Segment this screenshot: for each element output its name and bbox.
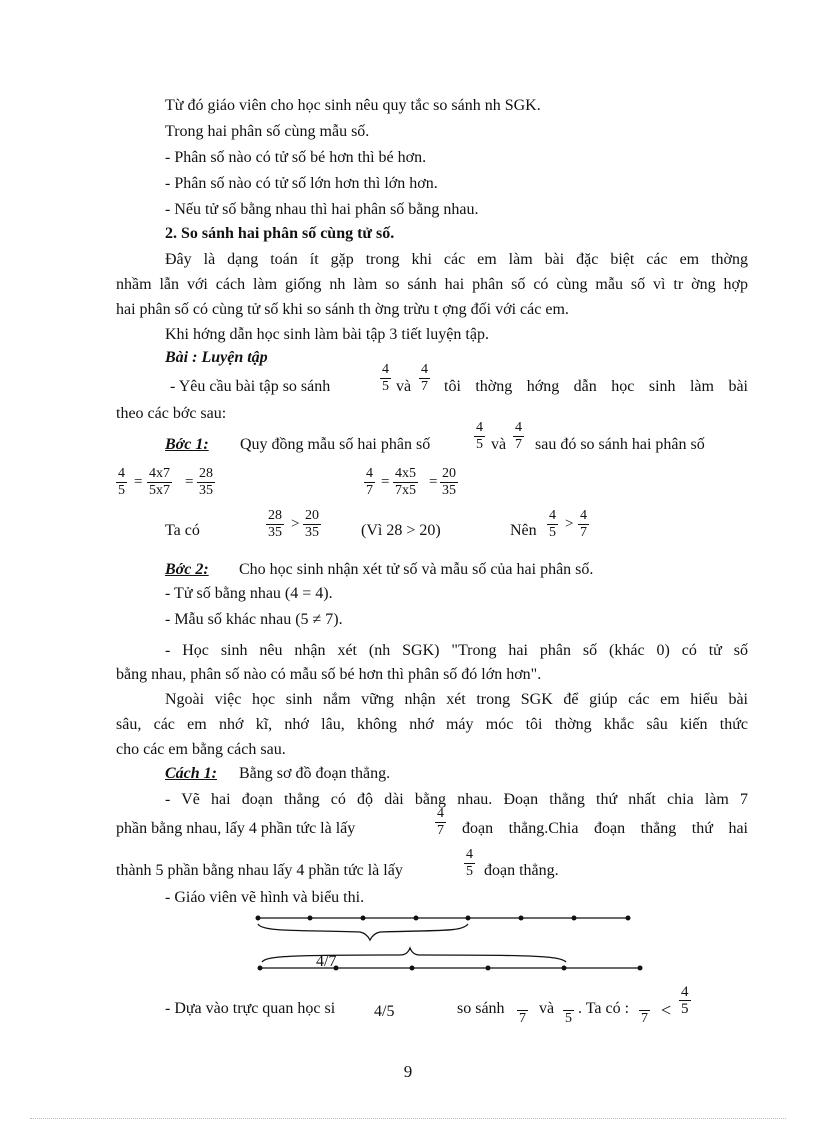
fraction: 4x5 7x5 (395, 466, 416, 498)
text-line: - Yêu cầu bài tập so sánh (170, 378, 331, 395)
method-label: Cách 1: (165, 765, 217, 782)
text-line: - Nếu tử số bằng nhau thì hai phân số bằng nhau. (165, 201, 479, 218)
text-line: Từ đó giáo viên cho học sinh nêu quy tắc so sánh nh SGK. (165, 97, 541, 114)
equals-sign: = (429, 474, 438, 490)
text-line: - Phân số nào có tử số bé hơn thì bé hơn. (165, 149, 427, 166)
fraction: 4 7 (421, 362, 428, 394)
text-line: Quy đồng mẫu số hai phân số (240, 436, 431, 453)
fraction: 4 5 (549, 508, 556, 540)
page-number: 9 (403, 1062, 413, 1081)
text-line: Cho học sinh nhận xét tử số và mẫu số của hai phân số. (239, 561, 594, 578)
tick-point (519, 916, 524, 921)
equals-sign: = (134, 474, 143, 490)
tick-point (256, 916, 261, 921)
text-line: và (491, 436, 507, 453)
fraction-partial: 7 (641, 1011, 648, 1026)
step-label: Bớc 1: (165, 436, 209, 453)
text-line: - Giáo viên vẽ hình và biểu thi. (165, 889, 365, 906)
paragraph-line: - Học sinh nêu nhận xét (nh SGK) "Trong hai phân số (khác 0) có tử số (165, 642, 748, 659)
less-than-sign: < (661, 1000, 672, 1020)
tick-point (572, 916, 577, 921)
brace-4-7 (258, 924, 468, 940)
exercise-title: Bài : Luyện tập (165, 349, 268, 366)
tick-point (562, 966, 567, 971)
text-line: theo các bớc sau: (116, 405, 227, 422)
fraction: 20 35 (305, 508, 319, 540)
paragraph-line: cho các em bằng cách sau. (116, 741, 286, 758)
text-line: và (396, 378, 412, 395)
paragraph-line: nhầm lẫn với cách làm giống nh làm so sánh hai phân số có cùng mẫu số vì tr ờng hợp (116, 276, 748, 293)
tick-point (410, 966, 415, 971)
text-line: thành 5 phần bằng nhau lấy 4 phần tức là lấy (116, 862, 403, 879)
fraction: 4 5 (118, 466, 125, 498)
fraction: 4 7 (580, 508, 587, 540)
text-line: và (539, 1000, 555, 1017)
tick-point (638, 966, 643, 971)
text-line: - Dựa vào trực quan học si (165, 1000, 336, 1017)
fraction: 4 7 (437, 806, 444, 838)
fraction-partial: 7 (519, 1011, 526, 1026)
greater-sign: > (565, 516, 574, 532)
fraction: 20 35 (442, 466, 456, 498)
fraction-partial: 5 (565, 1011, 572, 1026)
section-heading: 2. So sánh hai phân số cùng tử số. (165, 225, 395, 242)
paragraph-line: bằng nhau, phân số nào có mẫu số bé hơn thì phân số đó lớn hơn". (116, 666, 542, 683)
fraction: 28 35 (199, 466, 213, 498)
page-footer-rule (30, 1118, 786, 1119)
tick-point (361, 916, 366, 921)
text-line: - Tử số bằng nhau (4 = 4). (165, 585, 333, 602)
paragraph-line: - Vẽ hai đoạn thẳng có độ dài bằng nhau. Đoạn thẳng thứ nhất chia làm 7 (165, 791, 748, 808)
equals-sign: = (185, 474, 194, 490)
tick-point (414, 916, 419, 921)
label-4-7: 4/7 (316, 953, 337, 970)
fraction: 4 5 (681, 984, 689, 1017)
text-line: so sánh (457, 1000, 505, 1017)
text-line: tôi thờng hớng dẫn học sinh làm bài (444, 378, 748, 395)
text-line: Trong hai phân số cùng mẫu số. (165, 123, 370, 140)
paragraph-line: hai phân số có cùng tử số khi so sánh th ờng trừu t ợng đối với các em. (116, 301, 569, 318)
tick-point (626, 916, 631, 921)
tick-point (466, 916, 471, 921)
text-line: Ta có (165, 522, 200, 539)
greater-sign: > (291, 516, 300, 532)
fraction: 4 5 (382, 362, 389, 394)
fraction: 28 35 (268, 508, 282, 540)
text-line: . Ta có : (578, 1000, 630, 1017)
paragraph-line: Đây là dạng toán ít gặp trong khi các em làm bài đặc biệt các em thờng (165, 251, 748, 268)
fraction: 4 7 (515, 420, 522, 452)
text-line: sau đó so sánh hai phân số (535, 436, 705, 453)
brace-4-5 (262, 948, 566, 962)
label-4-5: 4/5 (374, 1003, 395, 1020)
text-line: Bằng sơ đồ đoạn thẳng. (239, 765, 391, 782)
text-line: - Phân số nào có tử số lớn hơn thì lớn hơn. (165, 175, 438, 192)
paragraph-line: Ngoài việc học sinh nắm vững nhận xét trong SGK để giúp các em hiểu bài (165, 691, 748, 708)
tick-point (486, 966, 491, 971)
equals-sign: = (381, 474, 390, 490)
step-label: Bớc 2: (165, 561, 209, 578)
paragraph-line: sâu, các em nhớ kĩ, nhớ lâu, không nhớ máy móc tôi thờng khắc sâu kiến thức (116, 716, 748, 733)
paragraph-line: Khi hớng dẫn học sinh làm bài tập 3 tiết luyện tập. (165, 326, 489, 343)
fraction: 4 5 (466, 847, 473, 879)
fraction: 4x7 5x7 (149, 466, 170, 498)
text-line: - Mẫu số khác nhau (5 ≠ 7). (165, 611, 343, 628)
text-line: (Vì 28 > 20) (361, 522, 441, 539)
text-line: đoạn thẳng. (484, 862, 559, 879)
tick-point (308, 916, 313, 921)
fraction: 4 5 (476, 420, 483, 452)
fraction: 4 7 (366, 466, 373, 498)
tick-point (258, 966, 263, 971)
text-line: phần bằng nhau, lấy 4 phần tức là lấy (116, 820, 356, 837)
text-line: đoạn thẳng.Chia đoạn thẳng thứ hai (462, 820, 748, 837)
text-line: Nên (510, 522, 537, 539)
